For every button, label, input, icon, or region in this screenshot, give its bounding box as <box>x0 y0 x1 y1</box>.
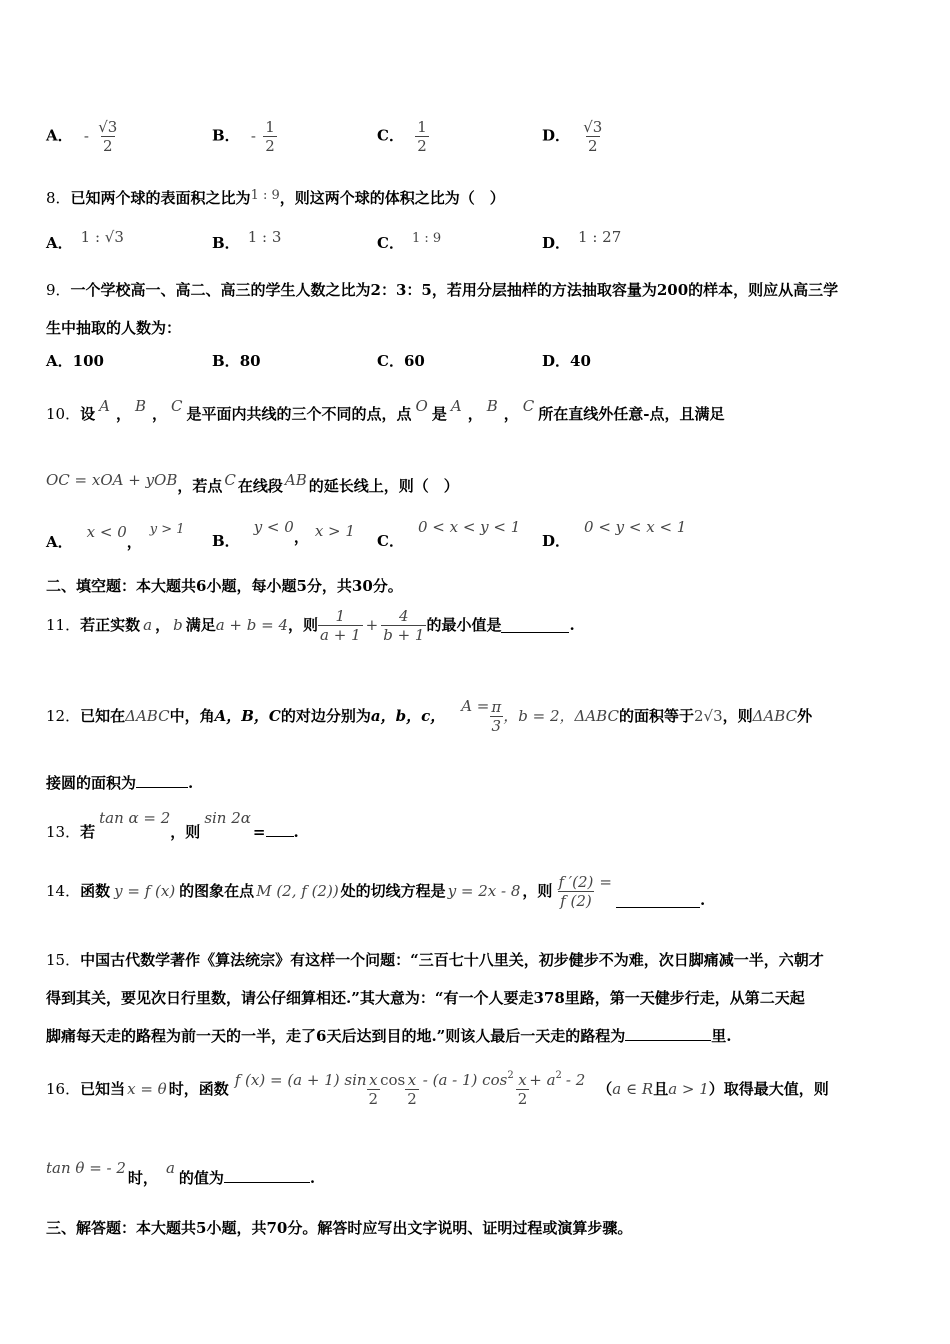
q7-option-b: B． - $\frac{1}{2}$ <box>212 118 275 155</box>
question-13: 13．若tan α = 2，则sin 2α= . <box>46 809 299 841</box>
q10-option-d: D．0 < y < x < 1 <box>542 518 687 550</box>
question-15-line-1: 15．中国古代数学著作《算法统宗》有这样一个问题：“三百七十八里关，初步健步不为难，次日脚痛减一半，六朝才 <box>46 951 824 969</box>
question-9-line-1: 9．一个学校高一、高二、高三的学生人数之比为2：3：5，若用分层抽样的方法抽取容量为200的样本，则应从高三学 <box>46 281 839 299</box>
q10-option-b: B．y < 0， x > 1 <box>212 518 355 550</box>
q8-option-a: A． 1 : √3 <box>46 228 124 252</box>
section-2-heading: 二、填空题：本大题共6小题，每小题5分，共30分。 <box>46 577 403 595</box>
q13-answer-blank[interactable] <box>266 821 294 837</box>
q8-option-c: C． 1 : 9 <box>377 231 442 252</box>
q8-option-b: B． 1 : 3 <box>212 228 282 252</box>
question-11: 11． 若正实数 a ， b 满足 a + b = 4 ，则 $\frac{1}{a + 1}$ + $\frac{4}{b + 1}$ 的最小值是 . <box>46 606 575 644</box>
q10-option-a: A．x < 0，y > 1 <box>46 522 185 551</box>
q9-option-b: B．80 <box>212 352 261 370</box>
question-12-line-1: 12． 已知在 ΔABC 中，角 A，B，C 的对边分别为 a，b，c， A = $\frac{\pi}{3}$ ，b = 2， ΔABC 的面积等于 2√3 ，则 ΔABC 外 <box>46 697 813 735</box>
q15-answer-blank[interactable] <box>625 1025 711 1041</box>
q16-answer-blank[interactable] <box>224 1167 310 1183</box>
q9-option-c: C．60 <box>377 352 425 370</box>
question-15-line-2: 得到其关，要见次日行里数，请公仔细算相还.”其大意为：“有一个人要走378里路，第一天健步行走，从第二天起 <box>46 989 805 1007</box>
q9-option-d: D．40 <box>542 352 591 370</box>
question-10-line-1: 10．设 A ， B ， C 是平面内共线的三个不同的点，点 O 是 A ， B ， C 所在直线外任意-点，且满足 <box>46 397 725 423</box>
q10-option-c: C．0 < x < y < 1 <box>377 518 521 550</box>
q7-option-d: D． $\frac{√3}{2}$ <box>542 118 603 155</box>
question-15-line-3: 脚痛每天走的路程为前一天的一半，走了6天后达到目的地.”则该人最后一天走的路程为 里. <box>46 1027 732 1045</box>
q8-option-d: D． 1 : 27 <box>542 228 622 252</box>
q7-option-a: A． - $\frac{√3}{2}$ <box>46 118 118 155</box>
question-14: 14． 函数 y = f (x) 的图象在点 M (2, f (2)) 处的切线方程是 y = 2x - 8 ，则 $\frac{f '(2)}{f (2)}$ = . <box>46 872 706 910</box>
q9-option-a: A．100 <box>46 352 104 370</box>
question-16-line-1: 16． 已知当 x = θ 时，函数 f (x) = (a + 1) sin $\frac{x}{2}$ cos $\frac{x}{2}$ - (a - 1) cos 2 $\frac{x}{2}$ + a 2 - 2 （ a ∈ R 且 a > 1 ）取得最大值，则 <box>46 1070 829 1108</box>
question-12-line-2: 接圆的面积为 . <box>46 774 194 792</box>
section-3-heading: 三、解答题：本大题共5小题，共70分。解答时应写出文字说明、证明过程或演算步骤。 <box>46 1219 633 1237</box>
q11-answer-blank[interactable] <box>501 617 569 633</box>
q14-answer-blank[interactable] <box>616 892 700 908</box>
q7-option-c: C． $\frac{1}{2}$ <box>377 118 427 155</box>
q12-answer-blank[interactable] <box>136 772 188 788</box>
question-10-line-2: OC = xOA + yOB，若点 C 在线段 AB 的延长线上，则（ ） <box>46 471 459 495</box>
question-16-line-2: tan θ = - 2时，a的值为 . <box>46 1159 316 1187</box>
question-9-line-2: 生中抽取的人数为： <box>46 319 182 337</box>
question-8: 8．已知两个球的表面积之比为1 : 9，则这两个球的体积之比为（ ） <box>46 188 505 207</box>
